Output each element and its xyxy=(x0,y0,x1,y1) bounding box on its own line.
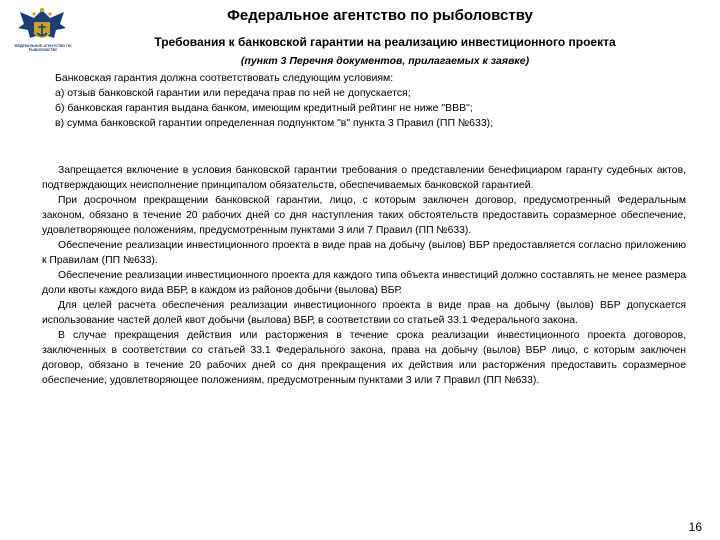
condition-item: б) банковская гарантия выдана банком, имеющим кредитный рейтинг не ниже "BBB"; xyxy=(55,102,473,114)
paragraph: Обеспечение реализации инвестиционного проекта в виде прав на добычу (вылов) ВБР предоставляется согласно приложению к Правилам (ПП №633). xyxy=(42,240,686,266)
body-text xyxy=(42,163,686,388)
condition-item: в) сумма банковской гарантии определенная подпунктом "в" пункта 3 Правил (ПП №633); xyxy=(55,117,494,129)
paragraph: Запрещается включение в условия банковской гарантии требования о представлении бенефициаром гаранту судебных актов, подтверждающих неисполнение принципалом обязательств, обеспечиваемых банковской гарантией. xyxy=(42,165,686,191)
paragraph: В случае прекращения действия или расторжения в течение срока реализации инвестиционного проекта договоров, заключенных в соответствии со статьей 33.1 Федерального закона, права на добычу (вылов) ВБР лицо, с которым заключен договор, обязано в течение 20 рабочих дней со дня прекращения их действия или расторжения предоставить соразмерное обеспечение, удовлетворяющее положениям, предусмотренным пунктами 3 или 7 Правил (ПП №633). xyxy=(42,330,686,386)
logo-caption: ФЕДЕРАЛЬНОЕ АГЕНТСТВО ПО РЫБОЛОВСТВУ xyxy=(14,44,72,53)
conditions-block xyxy=(55,71,690,131)
slide-title: Требования к банковской гарантии на реализацию инвестиционного проекта xyxy=(154,35,616,49)
conditions-intro: Банковская гарантия должна соответствовать следующим условиям: xyxy=(55,72,394,84)
agency-name: Федеральное агентство по рыболовству xyxy=(227,7,533,24)
paragraph: При досрочном прекращении банковской гарантии, лицо, с которым заключен договор, предусмотренный Федеральным законом, обязано в течение 20 рабочих дней со дня наступления таких обстоятельств предоставить соразмерное обеспечение, удовлетворяющее положениям, предусмотренным пунктами 3 или 7 Правил (ПП №633). xyxy=(42,195,686,236)
agency-emblem-icon xyxy=(10,4,74,62)
condition-item: а) отзыв банковской гарантии или передача прав по ней не допускается; xyxy=(55,87,411,99)
paragraph: Обеспечение реализации инвестиционного проекта для каждого типа объекта инвестиций должно составлять не менее размера доли квоты каждого вида ВБР, в каждом из районов добычи (вылова) ВБР. xyxy=(42,270,686,296)
paragraph: Для целей расчета обеспечения реализации инвестиционного проекта в виде прав на добычу (вылов) ВБР допускается использование частей долей квот добычи (вылова) ВБР, в соответствии со статьей 33.1 Федерального закона. xyxy=(42,300,686,326)
page-number: 16 xyxy=(688,520,702,534)
slide-subtitle: (пункт 3 Перечня документов, прилагаемых к заявке) xyxy=(240,55,530,67)
